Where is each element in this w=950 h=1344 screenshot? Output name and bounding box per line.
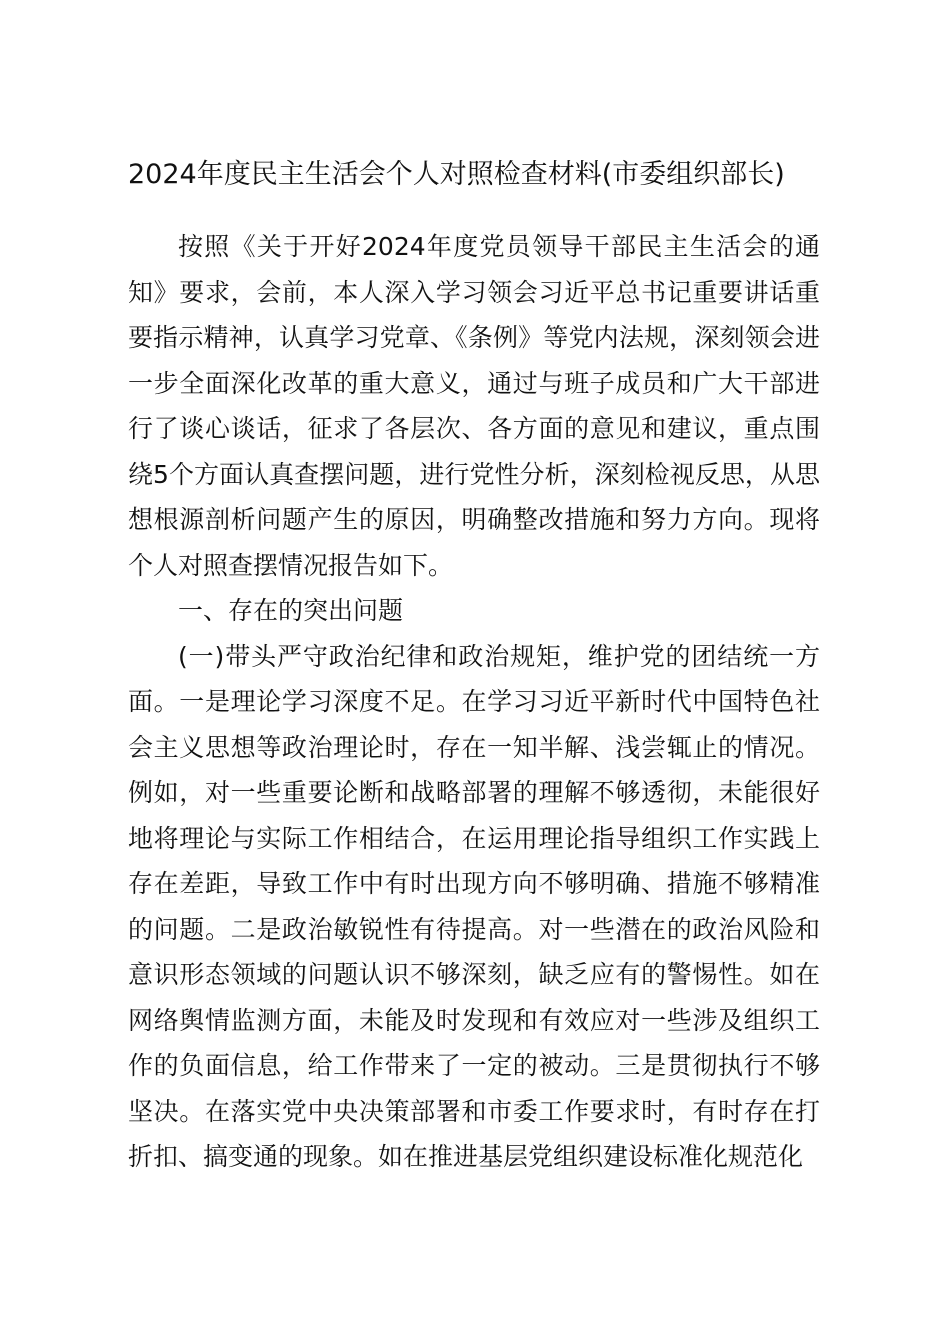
intro-paragraph: 按照《关于开好2024年度党员领导干部民主生活会的通知》要求，会前，本人深入学习领会习近平总书记重要讲话重要指示精神，认真学习党章、《条例》等党内法规，深刻领会进一步全面深化改革的重大意义，通过与班子成员和广大干部进行了谈心谈话，征求了各层次、各方面的意见和建议，重点围绕5个方面认真查摆问题，进行党性分析，深刻检视反思，从思想根源剖析问题产生的原因，明确整改措施和努力方向。现将个人对照查摆情况报告如下。 — [128, 232, 820, 580]
document-title: 2024年度民主生活会个人对照检查材料(市委组织部长) — [128, 159, 785, 190]
section-heading: 一、存在的突出问题 — [178, 596, 404, 625]
body-paragraph: (一)带头严守政治纪律和政治规矩，维护党的团结统一方面。一是理论学习深度不足。在学习习近平新时代中国特色社会主义思想等政治理论时，存在一知半解、浅尝辄止的情况。例如，对一些重要论断和战略部署的理解不够透彻，未能很好地将理论与实际工作相结合，在运用理论指导组织工作实践上存在差距，导致工作中有时出现方向不够明确、措施不够精准的问题。二是政治敏锐性有待提高。对一些潜在的政治风险和意识形态领域的问题认识不够深刻，缺乏应有的警惕性。如在网络舆情监测方面，未能及时发现和有效应对一些涉及组织工作的负面信息，给工作带来了一定的被动。三是贯彻执行不够坚决。在落实党中央决策部署和市委工作要求时，有时存在打折扣、搞变通的现象。如在推进基层党组织建设标准化规范化 — [128, 641, 820, 1171]
document-body — [128, 224, 820, 1180]
